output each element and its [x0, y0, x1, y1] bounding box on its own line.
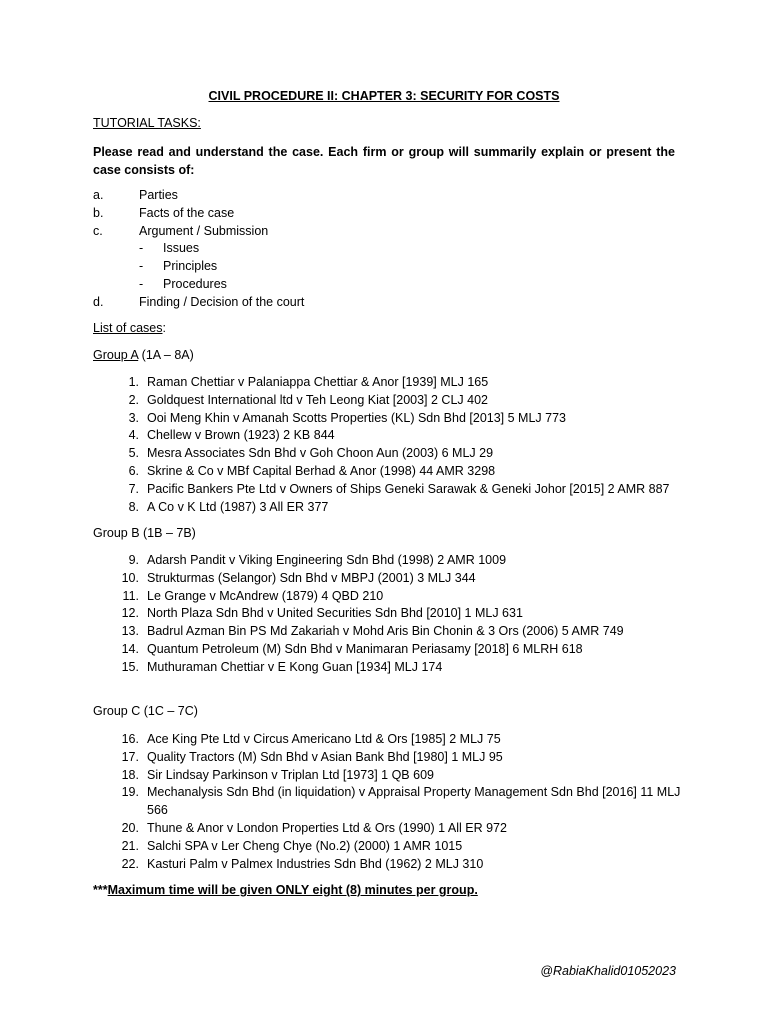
table-row: 21. Salchi SPA v Ler Cheng Chye (No.2) (2000) 1 AMR 1015 — [121, 838, 463, 853]
sub-list-item: - Principles — [139, 259, 218, 274]
table-row: 8. A Co v K Ltd (1987) 3 All ER 377 — [128, 499, 329, 514]
table-row: 2. Goldquest International ltd v Teh Leong Kiat [2003] 2 CLJ 402 — [128, 392, 488, 407]
task-list — [93, 187, 304, 312]
table-row: 3. Ooi Meng Khin v Amanah Scotts Properties (KL) Sdn Bhd [2013] 5 MLJ 773 — [128, 410, 566, 425]
intro-paragraph: Please read and understand the case. Each firm or group will summarily explain or present the case consists of: — [93, 145, 675, 177]
table-row: 7. Pacific Bankers Pte Ltd v Owners of Ships Geneki Sarawak & Geneki Johor [2015] 2 AMR 887 — [128, 481, 670, 496]
table-row: 20. Thune & Anor v London Properties Ltd & Ors (1990) 1 All ER 972 — [121, 820, 507, 835]
group-b-heading: Group B (1B – 7B) — [93, 526, 196, 540]
table-row: 17. Quality Tractors (M) Sdn Bhd v Asian Bank Bhd [1980] 1 MLJ 95 — [121, 749, 503, 764]
table-row: 18. Sir Lindsay Parkinson v Triplan Ltd [1973] 1 QB 609 — [121, 767, 434, 782]
table-row: 19. Mechanalysis Sdn Bhd (in liquidation) v Appraisal Property Management Sdn Bhd [2016] 11 MLJ 566 — [121, 785, 681, 818]
signature: @RabiaKhalid01052023 — [540, 964, 676, 978]
list-item: a. Parties — [93, 188, 178, 202]
table-row: 5. Mesra Associates Sdn Bhd v Goh Choon Aun (2003) 6 MLJ 29 — [128, 446, 494, 461]
table-row: 1. Raman Chettiar v Palaniappa Chettiar & Anor [1939] MLJ 165 — [128, 375, 489, 389]
table-row: 9. Adarsh Pandit v Viking Engineering Sdn Bhd (1998) 2 AMR 1009 — [128, 553, 507, 567]
table-row: 15. Muthuraman Chettiar v E Kong Guan [1934] MLJ 174 — [121, 659, 443, 674]
sub-list-item: - Issues — [139, 241, 200, 256]
group-a-cases — [113, 374, 683, 516]
group-c-cases — [113, 731, 683, 873]
group-b-cases — [113, 552, 683, 677]
table-row: 16. Ace King Pte Ltd v Circus Americano Ltd & Ors [1985] 2 MLJ 75 — [121, 732, 501, 746]
list-item: d. Finding / Decision of the court — [93, 294, 305, 309]
group-a-heading: Group A (1A – 8A) — [93, 348, 194, 362]
list-item: b. Facts of the case — [93, 205, 235, 220]
table-row: 22. Kasturi Palm v Palmex Industries Sdn Bhd (1962) 2 MLJ 310 — [121, 856, 484, 871]
group-c-heading: Group C (1C – 7C) — [93, 704, 198, 718]
table-row: 4. Chellew v Brown (1923) 2 KB 844 — [128, 428, 335, 443]
table-row: 13. Badrul Azman Bin PS Md Zakariah v Mohd Aris Bin Chonin & 3 Ors (2006) 5 AMR 749 — [121, 624, 624, 639]
time-note: ***Maximum time will be given ONLY eight (8) minutes per group. — [93, 883, 478, 897]
tutorial-heading: TUTORIAL TASKS: — [93, 116, 201, 130]
table-row: 6. Skrine & Co v MBf Capital Berhad & Anor (1998) 44 AMR 3298 — [128, 463, 496, 478]
list-of-cases-heading: List of cases: — [93, 321, 166, 335]
table-row: 12. North Plaza Sdn Bhd v United Securities Sdn Bhd [2010] 1 MLJ 631 — [121, 606, 523, 621]
table-row: 11. Le Grange v McAndrew (1879) 4 QBD 210 — [122, 588, 384, 603]
page-title: CIVIL PROCEDURE II: CHAPTER 3: SECURITY FOR COSTS — [208, 89, 560, 103]
list-item: c. Argument / Submission — [93, 223, 269, 238]
table-row: 10. Strukturmas (Selangor) Sdn Bhd v MBPJ (2001) 3 MLJ 344 — [121, 570, 476, 585]
table-row: 14. Quantum Petroleum (M) Sdn Bhd v Manimaran Periasamy [2018] 6 MLRH 618 — [121, 641, 583, 656]
sub-list-item: - Procedures — [139, 276, 227, 291]
